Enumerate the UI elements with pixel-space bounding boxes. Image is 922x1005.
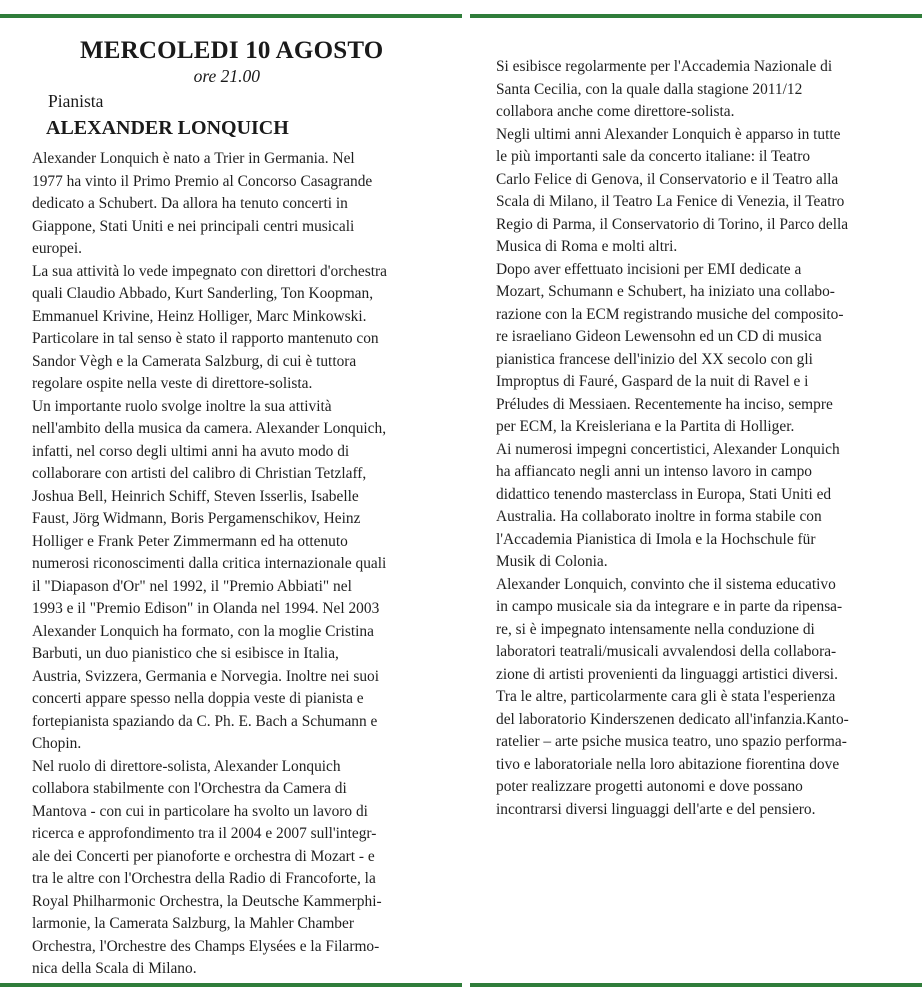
right-text-line: collabora anche come direttore-solista.	[496, 103, 735, 120]
right-text-line: Musica di Roma e molti altri.	[496, 238, 678, 255]
right-text-line: Alexander Lonquich, convinto che il sistema educativo	[496, 575, 836, 593]
right-text-line: tivo e laboratoriale nella loro abitazione fiorentina dove	[496, 755, 840, 773]
left-text-line: europei.	[32, 240, 82, 257]
left-text-line: collabora stabilmente con l'Orchestra da Camera di	[32, 780, 347, 797]
left-text-line: il "Diapason d'Or" nel 1992, il "Premio Abbiati" nel	[32, 577, 352, 595]
right-text-line: ratelier – arte psiche musica teatro, uno spazio performa-	[496, 733, 847, 750]
left-text-line: Orchestra, l'Orchestre des Champs Elysées e la Filarmo-	[32, 937, 380, 955]
left-text-line: Giappone, Stati Uniti e nei principali centri musicali	[32, 217, 355, 235]
left-text-line: infatti, nel corso degli ultimi anni ha avuto modo di	[32, 442, 350, 460]
right-text-line: zione di artisti provenienti da linguaggi artistici diversi.	[496, 665, 838, 683]
left-text-line: tra le altre con l'Orchestra della Radio di Francoforte, la	[32, 870, 376, 887]
left-text-line: dedicato a Schubert. Da allora ha tenuto concerti in	[32, 195, 348, 212]
left-text-line: Royal Philharmonic Orchestra, la Deutsche Kammerphi-	[32, 892, 382, 910]
right-text-line: razione con la ECM registrando musiche del composito-	[496, 305, 844, 323]
left-text-line: Emmanuel Krivine, Heinz Holliger, Marc Minkowski.	[32, 307, 367, 325]
left-text-line: collaborare con artisti del calibro di Christian Tetzlaff,	[32, 465, 367, 482]
left-text-line: regolare ospite nella veste di direttore-solista.	[32, 375, 313, 392]
right-text-line: pianistica francese dell'inizio del XX secolo con gli	[496, 350, 813, 368]
concert-time: ore 21.00	[193, 66, 260, 86]
left-text-line: Mantova - con cui in particolare ha svolto un lavoro di	[32, 802, 368, 820]
artist-name: ALEXANDER LONQUICH	[46, 117, 289, 139]
left-text-line: La sua attività lo vede impegnato con direttori d'orchestra	[32, 262, 387, 280]
right-text-line: laboratori teatrali/musicali avvalendosi della collabora-	[496, 643, 837, 660]
left-text-line: larmonie, la Camerata Salzburg, la Mahler Chamber	[32, 915, 354, 932]
left-text-line: ricerca e approfondimento tra il 2004 e 2007 sull'integr-	[32, 825, 377, 842]
top-rule-left	[0, 14, 462, 18]
right-text-line: Regio di Parma, il Conservatorio di Torino, il Parco della	[496, 215, 849, 233]
left-text-line: ale dei Concerti per pianoforte e orchestra di Mozart - e	[32, 847, 375, 865]
right-text-line: Tra le altre, particolarmente cara gli è stata l'esperienza	[496, 688, 836, 705]
left-text-line: Alexander Lonquich è nato a Trier in Germania. Nel	[32, 150, 355, 167]
left-text-line: 1977 ha vinto il Primo Premio al Concorso Casagrande	[32, 172, 373, 190]
right-text-line: Mozart, Schumann e Schubert, ha iniziato una collabo-	[496, 283, 835, 300]
right-text-line: Negli ultimi anni Alexander Lonquich è apparso in tutte	[496, 125, 841, 143]
right-text-line: Dopo aver effettuato incisioni per EMI dedicate a	[496, 260, 802, 278]
right-text-line: Préludes di Messiaen. Recentemente ha inciso, sempre	[496, 395, 833, 413]
right-text-line: Australia. Ha collaborato inoltre in forma stabile con	[496, 508, 822, 525]
left-text-line: Faust, Jörg Widmann, Boris Pergamenschikov, Heinz	[32, 510, 361, 527]
right-text-line: Carlo Felice di Genova, il Conservatorio e il Teatro alla	[496, 170, 839, 188]
right-column-biography	[496, 56, 906, 821]
left-text-line: Particolare in tal senso è stato il rapporto mantenuto con	[32, 330, 379, 347]
concert-date-title: MERCOLEDI 10 AGOSTO	[80, 37, 384, 64]
left-text-line: nica della Scala di Milano.	[32, 960, 197, 977]
right-text-line: per ECM, la Kreisleriana e la Partita di Holliger.	[496, 418, 795, 435]
right-text-line: incontrarsi diversi linguaggi dell'arte e del pensiero.	[496, 800, 816, 818]
right-text-line: in campo musicale sia da integrare e in parte da ripensa-	[496, 598, 843, 615]
right-text-line: del laboratorio Kinderszenen dedicato all'infanzia.Kanto-	[496, 710, 849, 728]
left-text-line: Nel ruolo di direttore-solista, Alexander Lonquich	[32, 757, 341, 775]
left-text-line: Un importante ruolo svolge inoltre la sua attività	[32, 397, 332, 415]
left-text-line: Joshua Bell, Heinrich Schiff, Steven Isserlis, Isabelle	[32, 487, 359, 505]
right-text-line: Si esibisce regolarmente per l'Accademia Nazionale di	[496, 58, 833, 75]
performer-role: Pianista	[48, 91, 104, 111]
right-text-line: Santa Cecilia, con la quale dalla stagione 2011/12	[496, 80, 803, 98]
bottom-rule-left	[0, 983, 462, 987]
left-text-line: numerosi riconoscimenti dalla critica internazionale quali	[32, 555, 387, 572]
left-text-line: Barbuti, un duo pianistico che si esibisce in Italia,	[32, 645, 339, 662]
left-text-line: Austria, Svizzera, Germania e Norvegia. Inoltre nei suoi	[32, 667, 380, 685]
right-text-line: Scala di Milano, il Teatro La Fenice di Venezia, il Teatro	[496, 193, 845, 210]
right-text-line: poter realizzare progetti autonomi e dove possano	[496, 778, 803, 795]
right-text-line: ha affiancato negli anni un intenso lavoro in campo	[496, 463, 812, 480]
left-text-line: Sandor Vègh e la Camerata Salzburg, di cui è tuttora	[32, 352, 357, 370]
left-text-line: Alexander Lonquich ha formato, con la moglie Cristina	[32, 622, 374, 640]
right-text-line: Ai numerosi impegni concertistici, Alexander Lonquich	[496, 440, 840, 458]
left-text-line: concerti appare spesso nella doppia veste di pianista e	[32, 690, 364, 707]
right-text-line: re, si è impegnato intensamente nella conduzione di	[496, 620, 815, 638]
left-text-line: 1993 e il "Premio Edison" in Olanda nel 1994. Nel 2003	[32, 600, 380, 617]
right-text-line: Improptus di Fauré, Gaspard de la nuit di Ravel e i	[496, 373, 809, 390]
top-rule-right	[470, 14, 922, 18]
left-text-line: nell'ambito della musica da camera. Alexander Lonquich,	[32, 420, 387, 437]
left-column-biography	[32, 148, 447, 981]
right-text-line: didattico tenendo masterclass in Europa, Stati Uniti ed	[496, 485, 832, 503]
left-text-line: quali Claudio Abbado, Kurt Sanderling, Ton Koopman,	[32, 285, 374, 302]
left-text-line: fortepianista spaziando da C. Ph. E. Bach a Schumann e	[32, 712, 378, 730]
left-text-line: Holliger e Frank Peter Zimmermann ed ha ottenuto	[32, 532, 348, 550]
left-text-line: Chopin.	[32, 735, 82, 752]
bottom-rule-right	[470, 983, 922, 987]
right-text-line: Musik di Colonia.	[496, 553, 608, 570]
right-text-line: l'Accademia Pianistica di Imola e la Hochschule für	[496, 530, 816, 548]
right-text-line: re israeliano Gideon Lewensohn ed un CD di musica	[496, 328, 822, 345]
right-text-line: le più importanti sale da concerto italiane: il Teatro	[496, 148, 811, 165]
